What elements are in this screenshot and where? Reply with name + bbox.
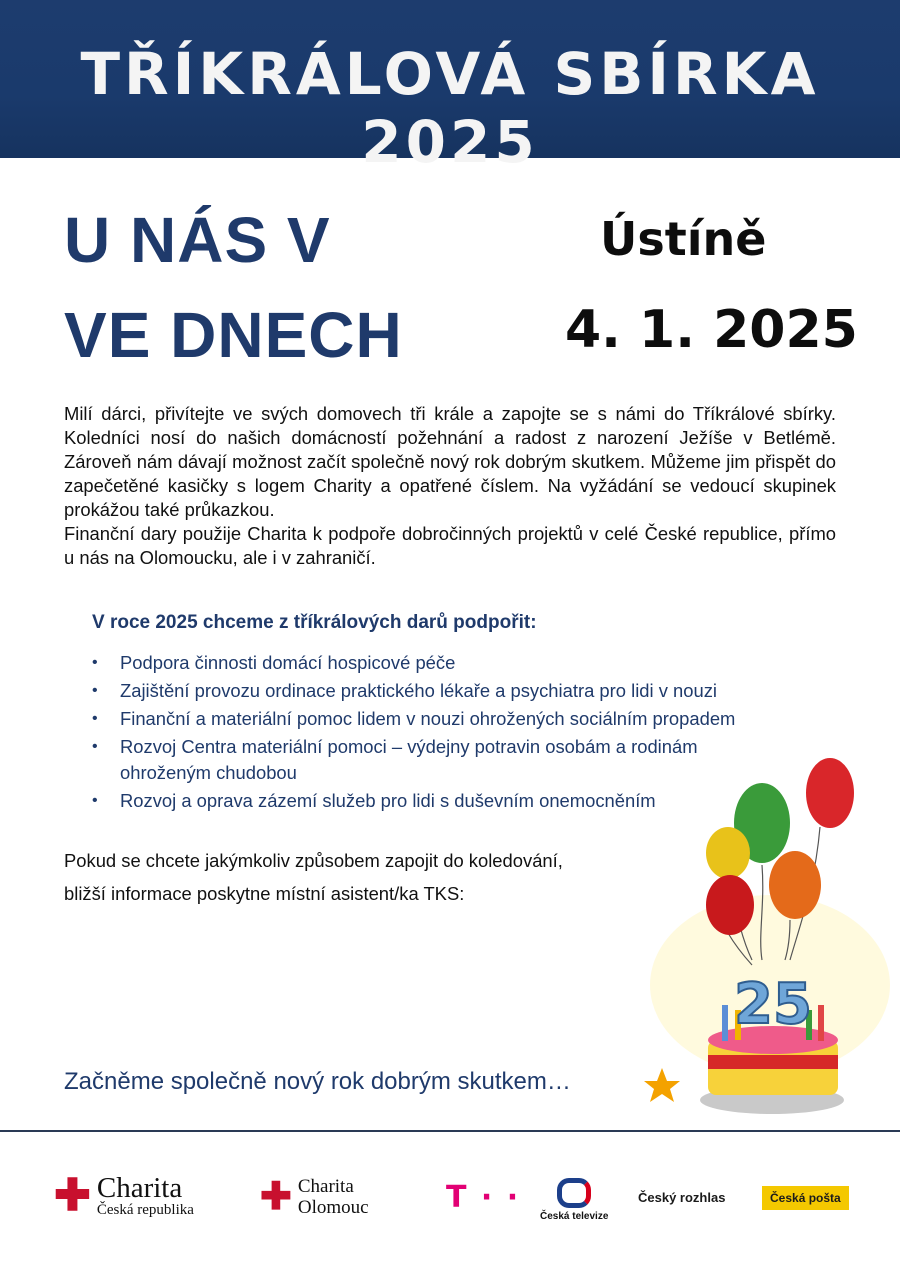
list-item-text: Zajištění provozu ordinace praktického lékaře a psychiatra pro lidi v nouzi (120, 680, 717, 701)
contact-line-2: bližší informace poskytne místní asistent/ka TKS: (64, 883, 465, 904)
footer-divider (0, 1130, 900, 1132)
logo-charita-cr-name: Charita (96, 1172, 183, 1204)
list-item-text: Finanční a materiální pomoc lidem v nouzi ohrožených sociálním propadem (120, 708, 736, 729)
list-item-text: Podpora činnosti domácí hospicové péče (120, 652, 456, 673)
list-item-text: Rozvoj Centra materiální pomoci – výdejny potravin osobám a rodinám ohroženým chudobou (120, 736, 698, 783)
event-date: 4. 1. 2025 (565, 300, 858, 360)
list-item-text: Rozvoj a oprava zázemí služeb pro lidi s duševním onemocněním (120, 790, 656, 811)
list-item (92, 678, 792, 704)
logo-charita-cr-sub: Česká republika (96, 1202, 194, 1218)
intro-paragraph-2: Finanční dary použije Charita k podpoře dobročinných projektů v celé České republice, přímo u nás na Olomoucku, ale i v zahraničí. (64, 523, 836, 568)
headline-line-1: U NÁS V (64, 204, 331, 276)
support-heading: V roce 2025 chceme z tříkrálových darů podpořit: (92, 612, 537, 633)
logo-charita-cr (54, 1171, 194, 1220)
logo-charita-olomouc (260, 1176, 369, 1218)
logo-ceska-televize (540, 1178, 608, 1222)
bullet-icon: • (92, 738, 98, 755)
bullet-icon: • (92, 710, 98, 727)
event-place: Ústíně (600, 212, 767, 266)
bullet-icon: • (92, 654, 98, 671)
orange-balloon-icon (769, 851, 821, 919)
bullet-icon: • (92, 792, 98, 809)
charita-cross-icon: ✚ (260, 1176, 292, 1218)
intro-text (64, 402, 836, 570)
list-item (92, 650, 792, 676)
star-icon (644, 1068, 680, 1102)
ct-mark-icon (557, 1178, 591, 1208)
logo-cesky-rozhlas: Český rozhlas (638, 1190, 726, 1205)
yellow-balloon-icon (706, 827, 750, 879)
balloons-cake-illustration (640, 755, 900, 1125)
contact-info (64, 844, 563, 910)
charita-cross-icon: ✚ (54, 1171, 91, 1220)
contact-line-1: Pokud se chcete jakýmkoliv způsobem zapojit do koledování, (64, 850, 563, 871)
logo-charita-olomouc-name: Charita (297, 1176, 354, 1197)
red-balloon-icon (706, 875, 754, 935)
list-item (92, 706, 792, 732)
campaign-title: TŘÍKRÁLOVÁ SBÍRKA 2025 (80, 40, 820, 176)
header-banner (0, 0, 900, 176)
intro-paragraph-1: Milí dárci, přivítejte ve svých domovech tři krále a zapojte se s námi do Tříkrálové sbírky. Koledníci nosí do našich domácností požehnání a radost z narození Ježíše v Betlémě. Zároveň nám dávají možnost začít společně nový rok dobrým skutkem. Můžeme jim přispět do zapečetěné kasičky s logem Charity a opatřené číslem. Na vyžádání se vedoucí skupinek prokážou také průkazkou. (64, 403, 836, 520)
partner-logos (0, 1160, 900, 1240)
logo-telekom: T · · (446, 1180, 521, 1215)
logo-charita-olomouc-sub: Olomouc (297, 1197, 369, 1218)
logo-ceska-televize-name: Česká televize (540, 1211, 609, 1222)
logo-ceska-posta: Česká pošta (762, 1186, 849, 1210)
headline-line-2: VE DNECH (64, 299, 403, 371)
slogan: Začněme společně nový rok dobrým skutkem… (64, 1068, 571, 1095)
red-balloon-icon (806, 758, 854, 828)
bullet-icon: • (92, 682, 98, 699)
cake-number: 25 (734, 972, 812, 1037)
